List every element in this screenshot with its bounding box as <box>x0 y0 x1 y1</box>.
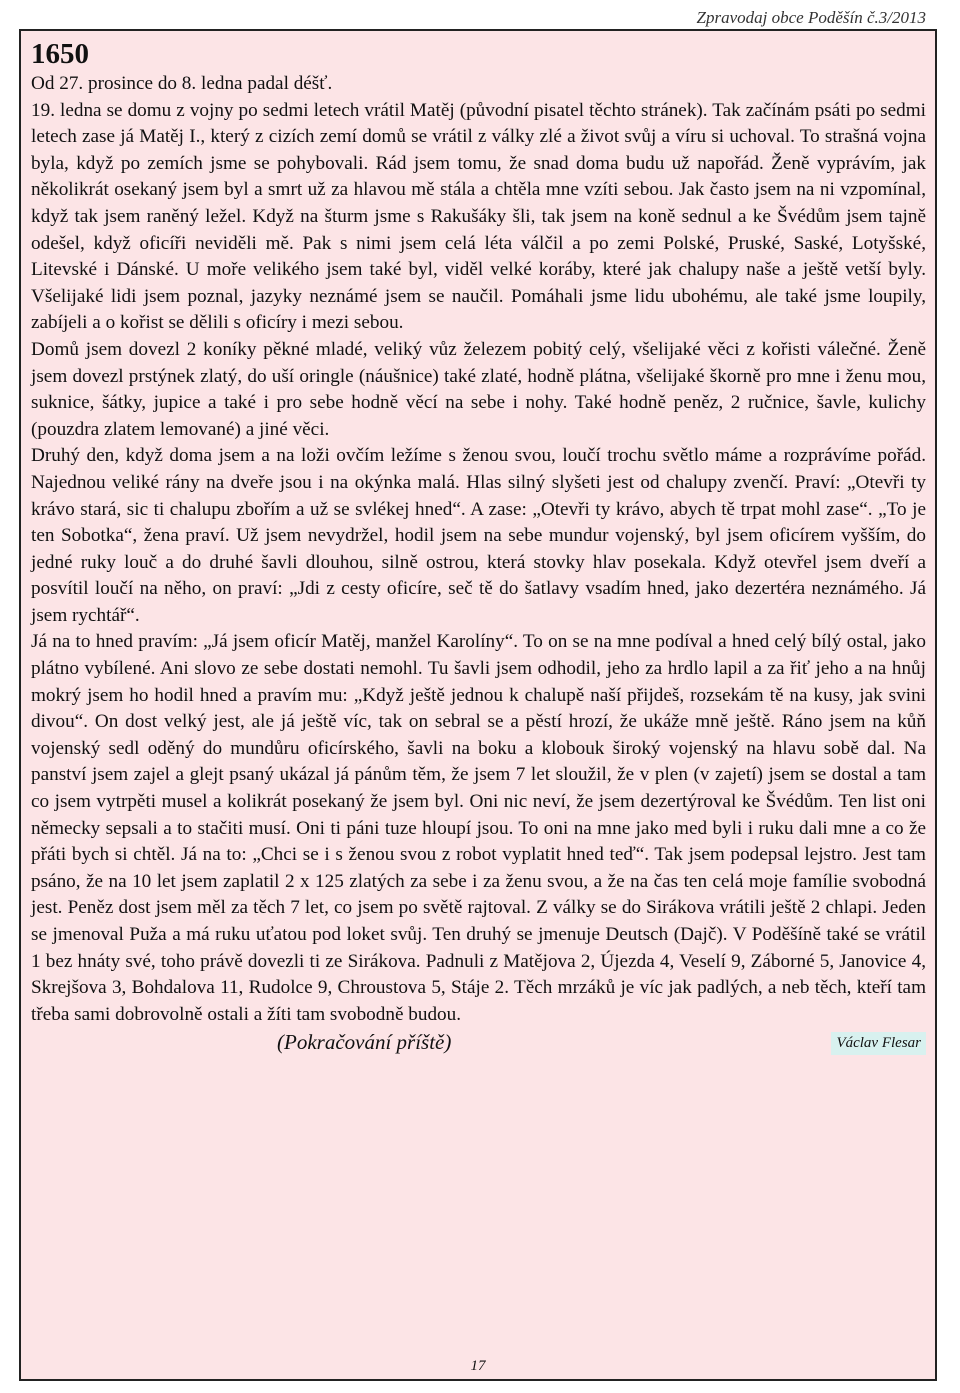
paragraph-4: Druhý den, když doma jsem a na loži ovčím ležíme s ženou svou, loučí trochu světlo máme a rozprávíme pořád. Najednou veliké rány na dveře jsou i na okýnka malá. Hlas silný slyšeti jest od chalupy zvenčí. Praví: „Otevři ty krávo stará, sic ti chalupu zbořím a už se svlékej hned“. A zase: „Otevři ty krávo, abych tě trpat mohl zase“. „To je ten Sobotka“, žena praví. Už jsem nevydržel, hodil jsem na sebe mundur vojenský, byl jsem oficírem vyšším, do jedné ruky louč a do druhé šavli dlouhou, silně ostrou, která stovky hlav posekala. Když otevřel jsem dveří a posvítil loučí na něho, on praví: „Jdi z cesty oficíre, seč tě do šatlavy vsadím hned, jako dezertéra neznámého. Já jsem rychtář“. <box>31 445 926 626</box>
newsletter-header: Zpravodaj obce Poděšín č.3/2013 <box>696 8 926 27</box>
article-content <box>31 37 926 1064</box>
paragraph-1: Od 27. prosince do 8. ledna padal déšť. <box>31 73 333 94</box>
paragraph-2: 19. ledna se domu z vojny po sedmi letech vrátil Matěj (původní pisatel těchto stránek). Tak začínám psáti po sedmi letech zase já Matěj I., který z cizích zemí domů se vrátil z války zlé a život svůj a víru si uchoval. To strašná vojna byla, když po zemích jsme se pohybovali. Rád jsem tomu, že snad doma budu už napořád. Ženě vyprávím, jak několikrát osekaný jsem byl a smrt už za hlavou mě stála a chtěla mne vzíti sebou. Jak často jsem na ni vzpomínal, když tak jsem raněný ležel. Když na šturm jsme s Rakušáky šli, tak jsem na koně sednul a ke Švédům jsem tajně odešel, když oficíři neviděli mě. Pak s nimi jsem celá léta válčil a po zemi Polské, Pruské, Saské, Lotyšské, Litevské i Dánské. U moře velikého jsem také byl, viděl velké koráby, které jak chalupy naše a ještě vetší byly. Všelijaké lidi jsem poznal, jazyky neznámé jsem se naučil. Pomáhali jsme lidu ubohému, ale také jsme loupily, zabíjeli a o kořist se dělili s oficíry i mezi sebou. <box>31 99 926 334</box>
article-frame <box>19 29 937 1381</box>
article-footer <box>31 1028 926 1064</box>
paragraph-5: Já na to hned pravím: „Já jsem oficír Matěj, manžel Karolíny“. To on se na mne podíval a hned celý bílý ostal, jako plátno vybílené. Ani slovo ze sebe dostati nemohl. Tu šavli jsem odhodil, jeho za hrdlo lapil a za řiť jeho a na hnůj mokrý jsem ho hodil hned a pravím mu: „Když ještě jednou k chalupě naší přijdeš, rozsekám tě na kusy, jak svini divou“. On dost velký jest, ale já ještě víc, tak on sebral se a pěstí hrozí, že ukáže mně ještě. Ráno jsem na kůň vojenský sedl oděný do mundůru oficírského, šavli na boku a klobouk široký vojenský na hlavu sobě dal. Na panství jsem zajel a glejt psaný ukázal já pánům těm, že jsem 7 let sloužil, že v plen (v zajetí) jsem se dostal a tam co jsem vytrpěti musel a kolikrát posekaný že jsem byl. Oni nic neví, že jsem dezertýroval ke Švédům. Ten list oni německy sepsali a to stačiti musí. Oni ti páni tuze hloupí jsou. To oni na mne jako med byli i ruku dali mne a co že přáti bych si chtěl. Já na to: „Chci se i s ženou svou z robot vyplatit hned teď“. Tak jsem podepsal lejstro. Jest tam psáno, že na 10 let jsem zaplatil 2 x 125 zlatých za sebe i za ženu svou, a že na čas ten celá moje famílie svobodná jest. Peněz dost jsem měl za těch 7 let, co jsem po světě rajtoval. Z války se do Sirákova vrátili ještě 2 chlapi. Jeden se jmenoval Puža a má ruku uťatou pod loket svůj. Ten druhý se jmenuje Deutsch (Dajč). V Poděšíně také se vrátil 1 bez hnáty své, toho právě dovezli ti ze Sirákova. Padnuli z Matějova 2, Újezda 4, Veselí 9, Záborné 5, Janovice 4, Skrejšova 3, Bohdalova 11, Rudolce 9, Chroustova 5, Stáje 2. Těch mrzáků je víc jak padlých, a neb těch, kteří tam třeba sami dobrovolně ostali a žíti tam svobodně budou. <box>31 631 926 1025</box>
page-number: 17 <box>470 1358 486 1374</box>
author-name: Václav Flesar <box>831 1032 926 1055</box>
continuation-note: (Pokračování příště) <box>277 1030 452 1055</box>
paragraph-3: Domů jsem dovezl 2 koníky pěkné mladé, veliký vůz železem pobitý celý, všelijaké věci z kořisti válečné. Ženě jsem dovezl prstýnek zlatý, do uší oringle (náušnice) také zlaté, hodně plátna, všelijaké škorně pro mne i ženu mou, suknice, šátky, jupice a také i pro sebe hodně věcí na sebe i nohy. Také hodně peněz, 2 ručnice, šavle, kulichy (pouzdra zlatem lemované) a jiné věci. <box>31 338 926 440</box>
year-heading: 1650 <box>31 38 89 70</box>
